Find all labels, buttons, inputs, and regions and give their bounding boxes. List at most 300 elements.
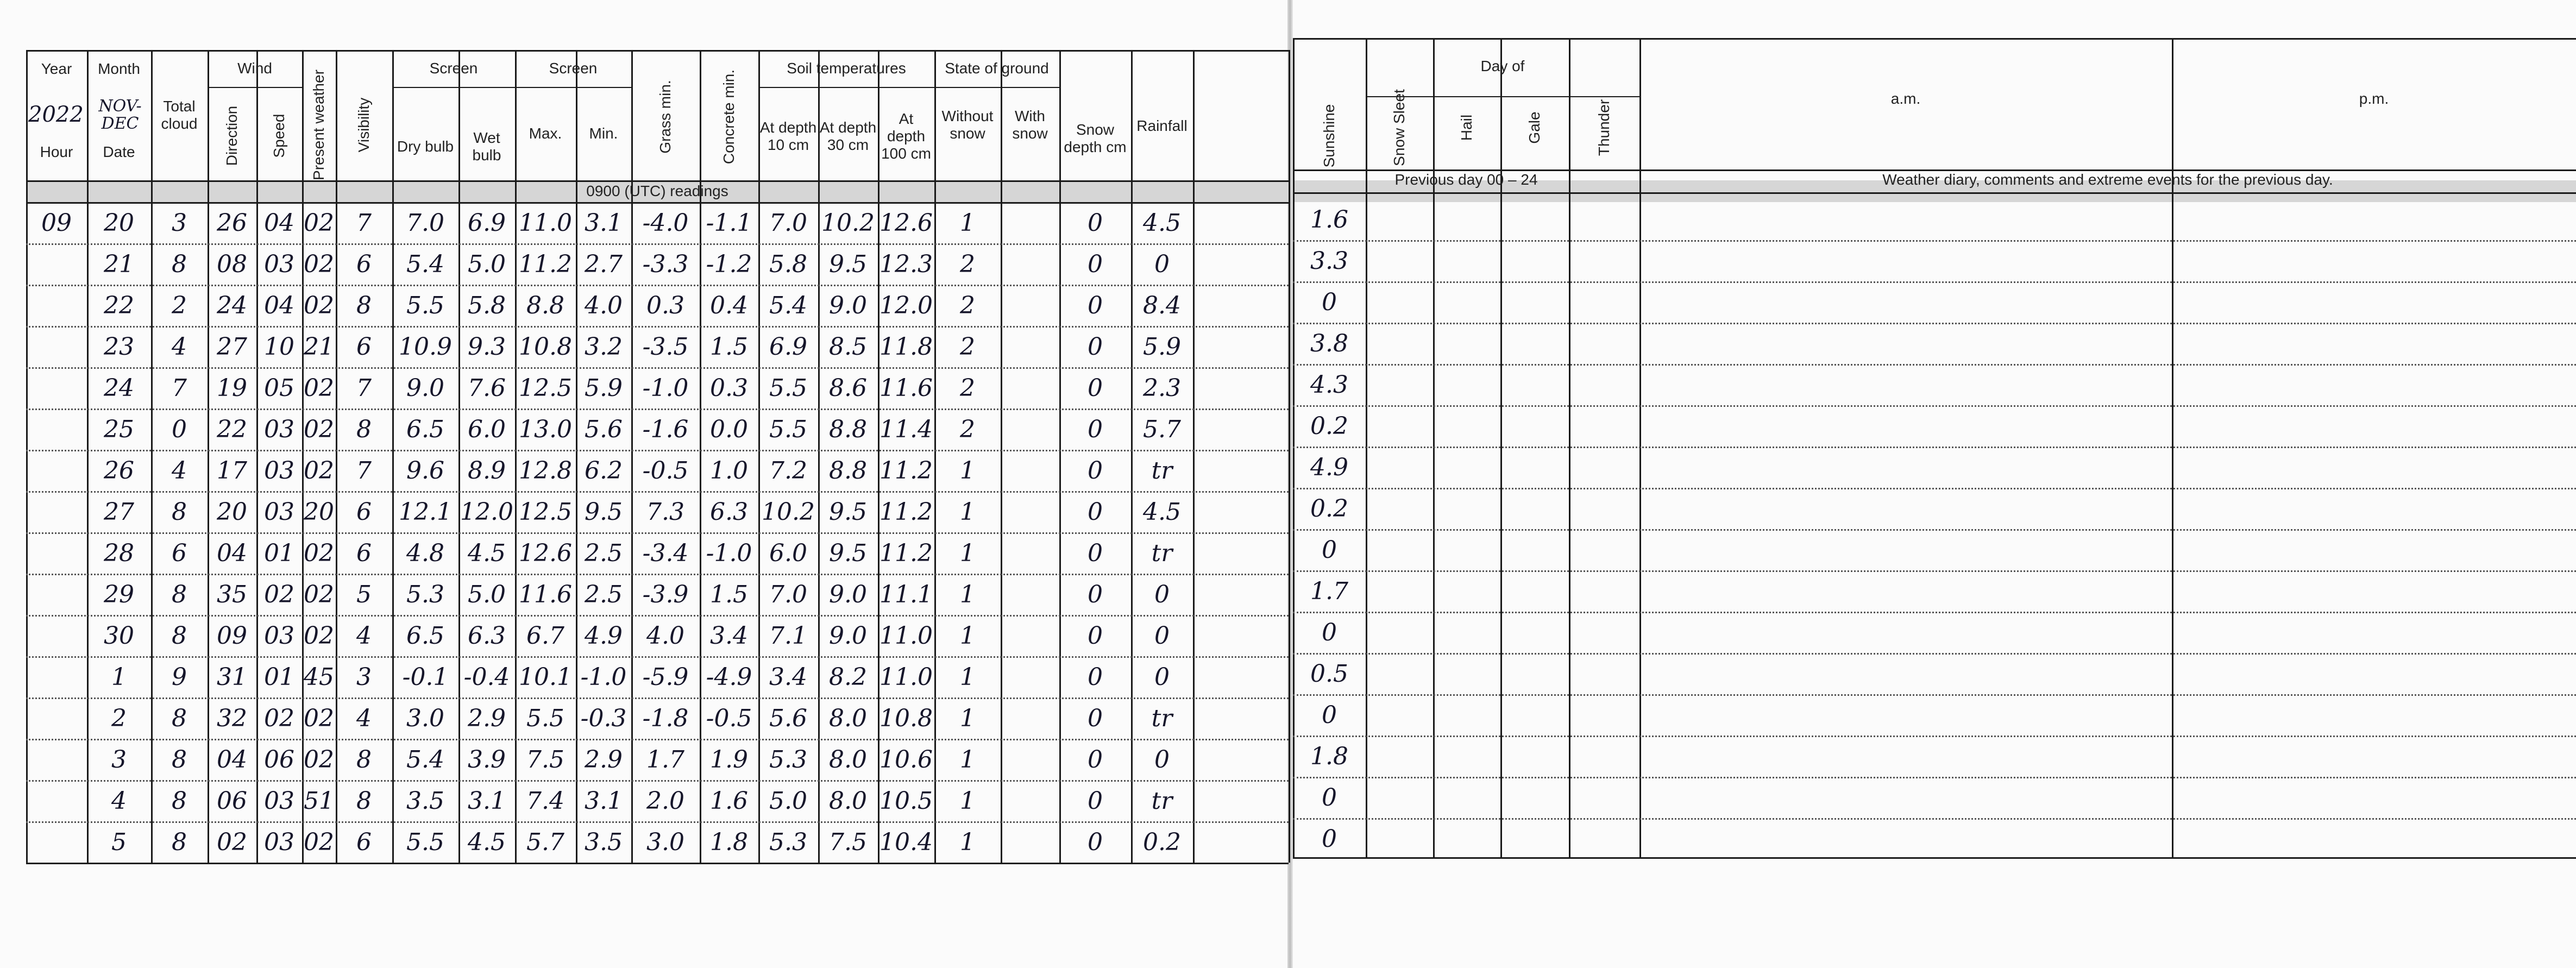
header-total-cloud: Total cloud (161, 97, 198, 132)
cell-cloud: 8 (172, 621, 187, 650)
cell-d30: 10.2 (821, 209, 875, 237)
cell-rain: tr (1151, 704, 1173, 732)
cell-snow_depth: 0 (1088, 663, 1103, 691)
cell-dry: -0.1 (402, 663, 449, 691)
cell-concrete: 0.4 (710, 291, 748, 319)
cell-dir: 27 (217, 332, 247, 361)
cell-dry: 5.5 (406, 291, 444, 319)
cell-grass: 7.3 (646, 498, 684, 526)
header-soil-temperatures: Soil temperatures (787, 59, 906, 77)
row-dotted-line (1293, 323, 2576, 324)
cell-hour: 09 (41, 209, 72, 237)
cell-snow_depth: 0 (1088, 828, 1103, 856)
cell-dir: 22 (217, 415, 247, 443)
row-dotted-line (1293, 694, 2576, 696)
cell-speed: 03 (264, 415, 294, 443)
cell-snow_depth: 0 (1088, 580, 1103, 608)
cell-d30: 9.5 (829, 539, 867, 567)
cell-wet: 3.1 (468, 787, 506, 815)
cell-concrete: 1.5 (710, 332, 748, 361)
cell-vis: 8 (356, 787, 372, 815)
cell-cloud: 4 (172, 332, 187, 361)
cell-weather: 02 (304, 291, 334, 319)
cell-snow_depth: 0 (1088, 332, 1103, 361)
cell-d10: 3.4 (769, 663, 807, 691)
cell-concrete: -0.5 (706, 704, 752, 732)
cell-dir: 06 (217, 787, 247, 815)
cell-speed: 03 (264, 621, 294, 650)
cell-d30: 8.0 (829, 704, 867, 732)
diary-band-label: Weather diary, comments and extreme events for the previous day. (1882, 171, 2333, 188)
cell-min: 3.1 (585, 787, 623, 815)
cell-ground: 1 (960, 704, 975, 732)
cell-concrete: 1.8 (710, 828, 748, 856)
header-grass-min: Grass min. (657, 80, 674, 154)
cell-min: -0.3 (580, 704, 627, 732)
header-depth-30: At depth 30 cm (819, 118, 877, 153)
cell-d100: 10.6 (879, 745, 933, 774)
cell-grass: 1.7 (646, 745, 684, 774)
cell-max: 11.0 (519, 209, 572, 237)
cell-max: 12.8 (519, 456, 572, 485)
cell-ground: 1 (960, 456, 975, 485)
cell-speed: 01 (264, 539, 294, 567)
cell-grass: -3.9 (642, 580, 689, 608)
cell-vis: 6 (356, 250, 372, 278)
cell-dry: 6.5 (406, 621, 444, 650)
cell-grass: 3.0 (646, 828, 684, 856)
cell-concrete: -1.2 (706, 250, 752, 278)
cell-wet: 2.9 (468, 704, 506, 732)
screen-sub-rule (392, 87, 515, 88)
rule-line (1001, 50, 1002, 863)
cell-dir: 19 (217, 374, 247, 402)
cell-min: 2.5 (585, 580, 623, 608)
cell-sunshine: 4.3 (1310, 370, 1348, 399)
cell-weather: 02 (304, 828, 334, 856)
cell-ground: 1 (960, 498, 975, 526)
cell-concrete: -1.1 (706, 209, 752, 237)
cell-date: 27 (104, 498, 134, 526)
cell-sunshine: 0.2 (1310, 494, 1348, 523)
cell-cloud: 2 (172, 291, 187, 319)
cell-ground: 2 (960, 291, 975, 319)
cell-snow_depth: 0 (1088, 498, 1103, 526)
year-entry: 2022 (28, 102, 84, 127)
cell-cloud: 0 (172, 415, 187, 443)
cell-max: 10.1 (519, 663, 572, 691)
cell-grass: -1.6 (642, 415, 689, 443)
cell-dir: 26 (217, 209, 247, 237)
cell-d30: 9.5 (829, 498, 867, 526)
cell-dry: 7.0 (406, 209, 444, 237)
cell-weather: 02 (304, 580, 334, 608)
cell-vis: 7 (356, 209, 372, 237)
cell-snow_depth: 0 (1088, 291, 1103, 319)
cell-date: 2 (111, 704, 127, 732)
header-rainfall: Rainfall (1136, 117, 1188, 134)
cell-cloud: 8 (172, 787, 187, 815)
cell-snow_depth: 0 (1088, 621, 1103, 650)
header-year: Year (41, 60, 72, 77)
table-bottom-rule (26, 863, 1289, 864)
cell-dry: 3.5 (406, 787, 444, 815)
cell-max: 12.5 (519, 498, 572, 526)
row-dotted-line (1293, 818, 2576, 820)
cell-max: 8.8 (526, 291, 564, 319)
cell-wet: 6.9 (468, 209, 506, 237)
cell-dry: 5.4 (406, 745, 444, 774)
cell-date: 4 (111, 787, 127, 815)
rule-line (1193, 50, 1195, 863)
cell-d100: 10.4 (879, 828, 933, 856)
cell-ground: 1 (960, 745, 975, 774)
cell-vis: 4 (356, 621, 372, 650)
header-direction: Direction (223, 105, 240, 166)
cell-speed: 01 (264, 663, 294, 691)
cell-vis: 5 (356, 580, 372, 608)
cell-snow_depth: 0 (1088, 456, 1103, 485)
cell-vis: 6 (356, 498, 372, 526)
cell-d30: 8.6 (829, 374, 867, 402)
cell-ground: 1 (960, 828, 975, 856)
cell-sunshine: 0 (1322, 701, 1337, 729)
cell-ground: 1 (960, 539, 975, 567)
cell-rain: 4.5 (1143, 498, 1181, 526)
cell-min: 6.2 (585, 456, 623, 485)
cell-rain: 0 (1154, 250, 1170, 278)
cell-speed: 03 (264, 250, 294, 278)
cell-ground: 2 (960, 250, 975, 278)
cell-grass: 2.0 (646, 787, 684, 815)
cell-sunshine: 3.3 (1310, 247, 1348, 275)
cell-min: 2.7 (585, 250, 623, 278)
cell-dir: 20 (217, 498, 247, 526)
cell-speed: 05 (264, 374, 294, 402)
header-date: Date (103, 143, 135, 160)
cell-date: 1 (111, 663, 127, 691)
cell-wet: 4.5 (468, 539, 506, 567)
cell-cloud: 8 (172, 745, 187, 774)
header-thunder: Thunder (1595, 99, 1612, 156)
cell-max: 7.4 (526, 787, 564, 815)
cell-weather: 02 (304, 456, 334, 485)
cell-cloud: 7 (172, 374, 187, 402)
previous-day-label: Previous day 00 – 24 (1394, 171, 1538, 188)
cell-sunshine: 0 (1322, 288, 1337, 316)
cell-d100: 11.4 (879, 415, 933, 443)
cell-ground: 1 (960, 663, 975, 691)
cell-date: 24 (104, 374, 134, 402)
cell-dir: 35 (217, 580, 247, 608)
cell-speed: 03 (264, 498, 294, 526)
cell-date: 5 (111, 828, 127, 856)
cell-wet: -0.4 (463, 663, 510, 691)
header-day-of: Day of (1480, 58, 1525, 75)
cell-d10: 6.0 (769, 539, 807, 567)
cell-d10: 5.3 (769, 828, 807, 856)
row-dotted-line (1293, 281, 2576, 283)
cell-min: 2.5 (585, 539, 623, 567)
cell-cloud: 8 (172, 828, 187, 856)
cell-max: 6.7 (526, 621, 564, 650)
cell-concrete: 6.3 (710, 498, 748, 526)
row-dotted-line (1293, 447, 2576, 448)
cell-d100: 11.2 (879, 539, 933, 567)
cell-date: 28 (104, 539, 134, 567)
header-present-weather: Present weather (310, 70, 327, 180)
cell-date: 29 (104, 580, 134, 608)
cell-rain: 8.4 (1143, 291, 1181, 319)
cell-rain: 5.9 (1143, 332, 1181, 361)
cell-cloud: 8 (172, 250, 187, 278)
cell-d30: 8.2 (829, 663, 867, 691)
header-state-of-ground: State of ground (945, 59, 1049, 77)
cell-sunshine: 1.8 (1310, 742, 1348, 770)
cell-vis: 7 (356, 456, 372, 485)
cell-concrete: 3.4 (710, 621, 748, 650)
cell-wet: 9.3 (468, 332, 506, 361)
header-gale: Gale (1526, 111, 1543, 144)
cell-weather: 02 (304, 415, 334, 443)
cell-rain: 2.3 (1143, 374, 1181, 402)
cell-ground: 1 (960, 209, 975, 237)
cell-dry: 9.0 (406, 374, 444, 402)
cell-wet: 8.9 (468, 456, 506, 485)
cell-wet: 6.3 (468, 621, 506, 650)
cell-speed: 04 (264, 209, 294, 237)
cell-snow_depth: 0 (1088, 415, 1103, 443)
cell-weather: 02 (304, 704, 334, 732)
header-depth-10: At depth 10 cm (759, 118, 817, 153)
cell-concrete: 0.0 (710, 415, 748, 443)
header-speed: Speed (271, 114, 287, 158)
cell-vis: 8 (356, 291, 372, 319)
header-sunshine: Sunshine (1321, 104, 1337, 168)
cell-min: 5.9 (585, 374, 623, 402)
cell-max: 11.2 (519, 250, 572, 278)
cell-date: 21 (104, 250, 134, 278)
cell-dry: 5.3 (406, 580, 444, 608)
cell-sunshine: 1.7 (1310, 577, 1348, 605)
cell-wet: 5.0 (468, 250, 506, 278)
cell-cloud: 9 (172, 663, 187, 691)
row-dotted-line (1293, 405, 2576, 407)
cell-snow_depth: 0 (1088, 209, 1103, 237)
cell-weather: 02 (304, 374, 334, 402)
cell-wet: 3.9 (468, 745, 506, 774)
cell-d10: 5.6 (769, 704, 807, 732)
cell-d100: 11.1 (879, 580, 933, 608)
cell-snow_depth: 0 (1088, 704, 1103, 732)
header-hour: Hour (40, 143, 73, 160)
cell-d10: 7.0 (769, 209, 807, 237)
cell-cloud: 8 (172, 580, 187, 608)
right-band-bottom-rule (1293, 192, 2576, 194)
header-pm: p.m. (2359, 90, 2389, 107)
row-dotted-line (1293, 570, 2576, 572)
cell-cloud: 6 (172, 539, 187, 567)
cell-sunshine: 0 (1322, 618, 1337, 646)
row-dotted-line (1293, 529, 2576, 531)
row-dotted-line (1293, 736, 2576, 737)
header-hail: Hail (1458, 114, 1475, 141)
cell-date: 30 (104, 621, 134, 650)
cell-min: 9.5 (585, 498, 623, 526)
cell-d10: 7.1 (769, 621, 807, 650)
cell-min: 5.6 (585, 415, 623, 443)
cell-speed: 10 (264, 332, 294, 361)
cell-d100: 11.2 (879, 498, 933, 526)
rule-line (26, 50, 28, 863)
cell-sunshine: 0 (1322, 783, 1337, 812)
cell-wet: 7.6 (468, 374, 506, 402)
cell-d10: 5.5 (769, 415, 807, 443)
cell-dir: 04 (217, 745, 247, 774)
cell-d10: 5.4 (769, 291, 807, 319)
cell-rain: 0.2 (1143, 828, 1181, 856)
cell-vis: 7 (356, 374, 372, 402)
cell-grass: -3.3 (642, 250, 689, 278)
cell-rain: 0 (1154, 621, 1170, 650)
cell-grass: -1.0 (642, 374, 689, 402)
cell-d30: 8.5 (829, 332, 867, 361)
row-dotted-line (1293, 364, 2576, 366)
cell-d10: 5.8 (769, 250, 807, 278)
header-with-snow: With snow (1012, 107, 1048, 142)
cell-d100: 11.8 (879, 332, 933, 361)
cell-dry: 12.1 (399, 498, 452, 526)
cell-rain: 0 (1154, 745, 1170, 774)
cell-wet: 5.0 (468, 580, 506, 608)
cell-concrete: 1.5 (710, 580, 748, 608)
right-bottom-rule (1293, 857, 2576, 859)
cell-ground: 2 (960, 332, 975, 361)
cell-dir: 31 (217, 663, 247, 691)
cell-wet: 12.0 (460, 498, 513, 526)
cell-wet: 6.0 (468, 415, 506, 443)
row-dotted-line (1293, 240, 2576, 242)
header-visibility: Visibility (355, 97, 372, 153)
cell-date: 25 (104, 415, 134, 443)
right-page (1293, 0, 2576, 968)
cell-d30: 7.5 (829, 828, 867, 856)
cell-date: 3 (111, 745, 127, 774)
header-snow-depth: Snow depth cm (1064, 121, 1127, 155)
cell-rain: tr (1151, 787, 1173, 815)
cell-speed: 02 (264, 580, 294, 608)
cell-dir: 04 (217, 539, 247, 567)
cell-dry: 10.9 (399, 332, 452, 361)
cell-cloud: 4 (172, 456, 187, 485)
row-dotted-line (1293, 612, 2576, 613)
cell-cloud: 8 (172, 704, 187, 732)
cell-d100: 11.0 (879, 621, 933, 650)
cell-grass: -0.5 (642, 456, 689, 485)
cell-speed: 02 (264, 704, 294, 732)
cell-dir: 02 (217, 828, 247, 856)
cell-concrete: 1.6 (710, 787, 748, 815)
cell-d10: 5.3 (769, 745, 807, 774)
cell-sunshine: 0.5 (1310, 659, 1348, 688)
cell-d10: 5.5 (769, 374, 807, 402)
cell-d30: 9.5 (829, 250, 867, 278)
cell-d100: 12.3 (879, 250, 933, 278)
header-min: Min. (589, 124, 618, 142)
cell-ground: 1 (960, 621, 975, 650)
cell-d100: 12.6 (879, 209, 933, 237)
cell-d10: 6.9 (769, 332, 807, 361)
cell-d100: 12.0 (879, 291, 933, 319)
cell-dry: 4.8 (406, 539, 444, 567)
cell-max: 13.0 (519, 415, 572, 443)
cell-speed: 06 (264, 745, 294, 774)
cell-d100: 11.0 (879, 663, 933, 691)
cell-weather: 02 (304, 209, 334, 237)
cell-concrete: 1.0 (710, 456, 748, 485)
cell-snow_depth: 0 (1088, 539, 1103, 567)
cell-weather: 02 (304, 539, 334, 567)
header-screen: Screen (429, 59, 478, 77)
cell-rain: 0 (1154, 663, 1170, 691)
cell-wet: 4.5 (468, 828, 506, 856)
soil-sub-rule (758, 87, 934, 88)
cell-d30: 8.8 (829, 415, 867, 443)
header-depth-100: At depth 100 cm (881, 110, 931, 162)
cell-weather: 45 (304, 663, 334, 691)
cell-concrete: 1.9 (710, 745, 748, 774)
row-dotted-line (1293, 653, 2576, 655)
cell-max: 12.5 (519, 374, 572, 402)
cell-rain: 5.7 (1143, 415, 1181, 443)
cell-max: 10.8 (519, 332, 572, 361)
cell-d30: 9.0 (829, 580, 867, 608)
cell-max: 5.7 (526, 828, 564, 856)
cell-vis: 6 (356, 539, 372, 567)
cell-weather: 02 (304, 745, 334, 774)
cell-dry: 5.5 (406, 828, 444, 856)
rule-line (1289, 50, 1290, 863)
header-max: Max. (529, 124, 562, 142)
cell-vis: 8 (356, 745, 372, 774)
cell-grass: -3.5 (642, 332, 689, 361)
header-without-snow: Without snow (941, 107, 994, 142)
cell-snow_depth: 0 (1088, 787, 1103, 815)
cell-grass: -5.9 (642, 663, 689, 691)
cell-wet: 5.8 (468, 291, 506, 319)
cell-dry: 6.5 (406, 415, 444, 443)
cell-dir: 08 (217, 250, 247, 278)
cell-rain: tr (1151, 456, 1173, 485)
cell-vis: 6 (356, 332, 372, 361)
cell-min: 4.9 (585, 621, 623, 650)
cell-ground: 1 (960, 787, 975, 815)
cell-weather: 20 (304, 498, 334, 526)
cell-max: 12.6 (519, 539, 572, 567)
cell-snow_depth: 0 (1088, 250, 1103, 278)
cell-weather: 51 (304, 787, 334, 815)
cell-max: 7.5 (526, 745, 564, 774)
header-month: Month (98, 60, 140, 77)
cell-sunshine: 0 (1322, 536, 1337, 564)
cell-date: 23 (104, 332, 134, 361)
cell-d30: 8.0 (829, 745, 867, 774)
cell-grass: 0.3 (646, 291, 684, 319)
cell-speed: 03 (264, 828, 294, 856)
cell-date: 22 (104, 291, 134, 319)
header-dry-bulb: Dry bulb (397, 137, 454, 155)
cell-weather: 21 (304, 332, 334, 361)
